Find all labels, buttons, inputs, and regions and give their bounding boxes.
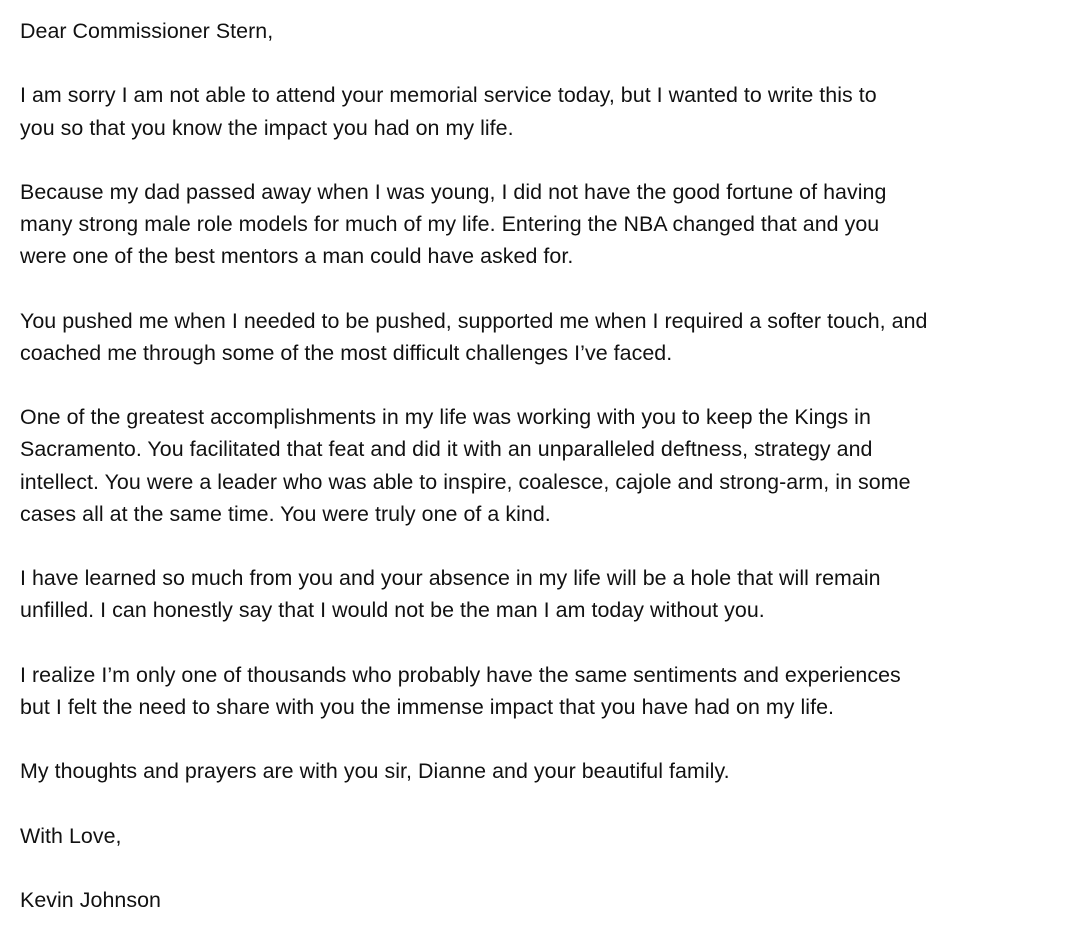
paragraph-gap [20, 369, 1064, 401]
paragraph-7 [20, 755, 1064, 787]
paragraph-gap [20, 723, 1064, 755]
paragraph-3 [20, 305, 1064, 369]
paragraph-line: cases all at the same time. You were truly one of a kind. [20, 501, 551, 526]
paragraph-5 [20, 562, 1064, 626]
paragraph-line: One of the greatest accomplishments in my life was working with you to keep the Kings in [20, 405, 871, 430]
paragraph-line: My thoughts and prayers are with you sir, Dianne and your beautiful family. [20, 759, 730, 784]
paragraph-line: unfilled. I can honestly say that I would not be the man I am today without you. [20, 598, 765, 623]
paragraph-4 [20, 401, 1064, 530]
paragraph-line: were one of the best mentors a man could have asked for. [20, 244, 574, 269]
signature: Kevin Johnson [20, 888, 161, 913]
paragraph-gap [20, 144, 1064, 176]
paragraph-line: but I felt the need to share with you the immense impact that you have had on my life. [20, 694, 835, 719]
paragraph-line: I am sorry I am not able to attend your memorial service today, but I wanted to write this to [20, 83, 877, 108]
paragraph-2 [20, 176, 1064, 273]
paragraph-line: I have learned so much from you and your absence in my life will be a hole that will remain [20, 566, 881, 591]
salutation: Dear Commissioner Stern, [20, 19, 274, 43]
paragraph-line: I realize I’m only one of thousands who probably have the same sentiments and experiences [20, 662, 901, 687]
paragraph-line: you so that you know the impact you had on my life. [20, 115, 514, 140]
paragraph-line: many strong male role models for much of my life. Entering the NBA changed that and you [20, 212, 880, 237]
paragraph-line: You pushed me when I needed to be pushed, supported me when I required a softer touch, and [20, 308, 928, 333]
paragraph-line: intellect. You were a leader who was able to inspire, coalesce, cajole and strong-arm, in some [20, 469, 911, 494]
paragraph-gap [20, 788, 1064, 820]
paragraph-gap [20, 47, 1064, 79]
paragraph-gap [20, 273, 1064, 305]
paragraph-line: Sacramento. You facilitated that feat and did it with an unparalleled deftness, strategy and [20, 437, 873, 462]
closing: With Love, [20, 823, 122, 848]
paragraph-1 [20, 79, 1064, 143]
paragraph-gap [20, 852, 1064, 884]
paragraph-gap [20, 627, 1064, 659]
paragraph-gap [20, 530, 1064, 562]
paragraph-6 [20, 659, 1064, 723]
paragraph-line: Because my dad passed away when I was young, I did not have the good fortune of having [20, 179, 887, 204]
paragraph-line: coached me through some of the most difficult challenges I’ve faced. [20, 340, 673, 365]
